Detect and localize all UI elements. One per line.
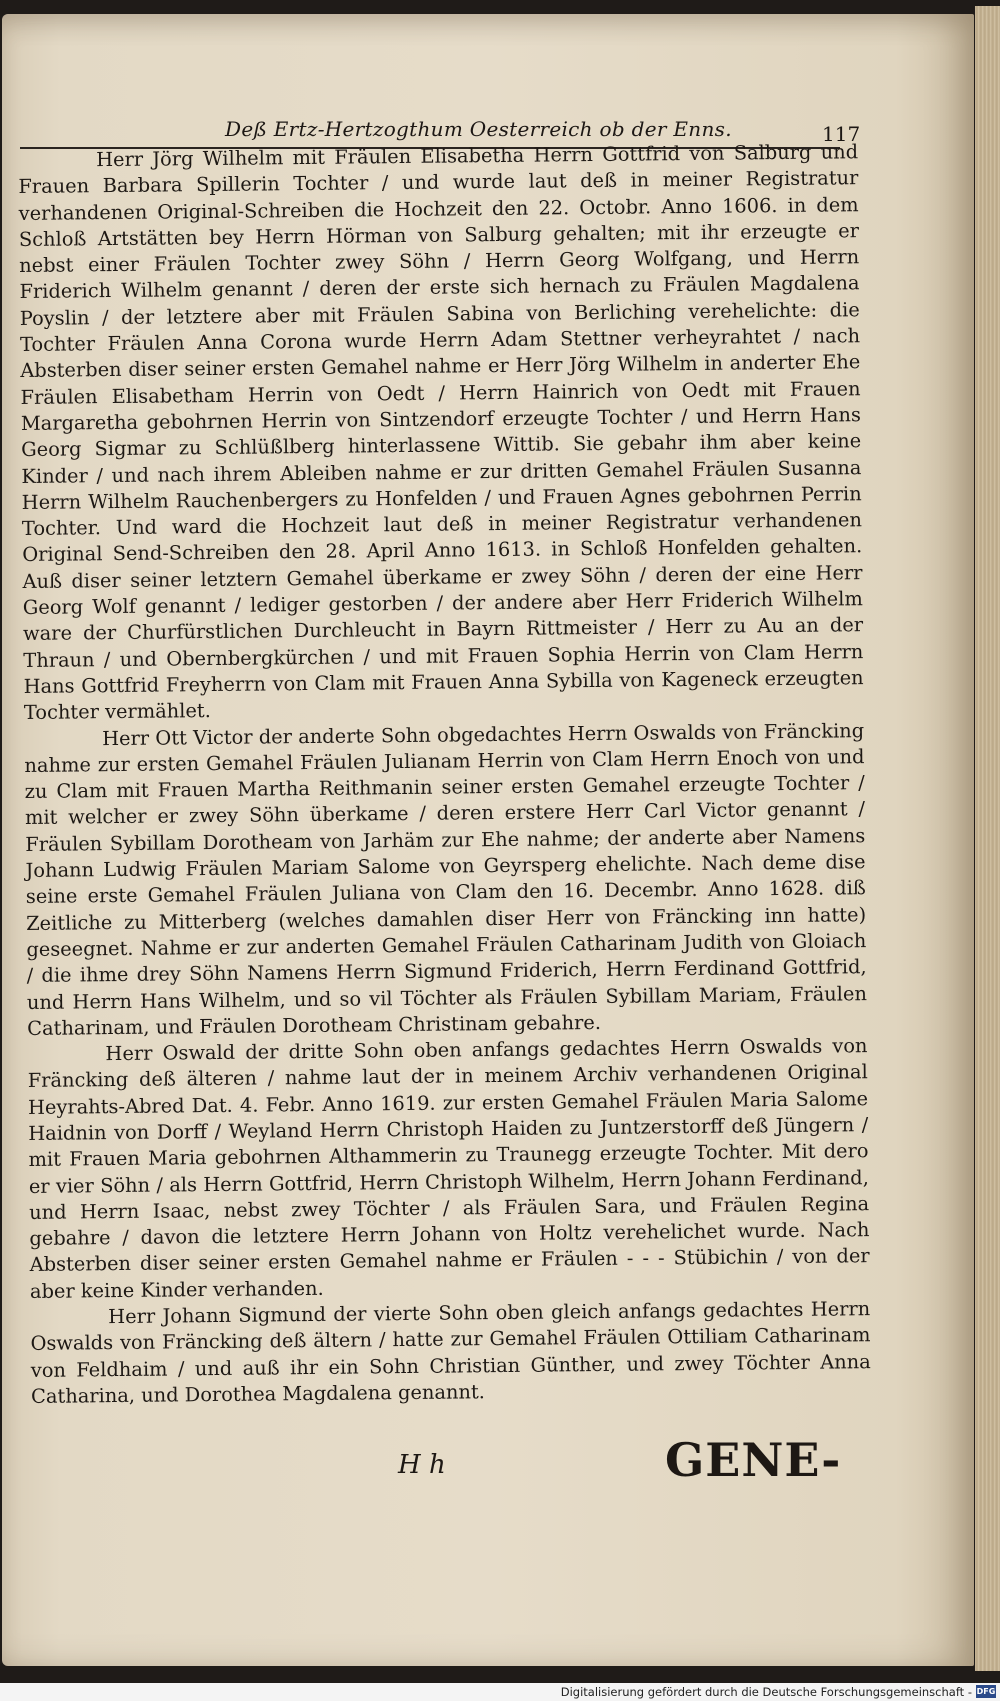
paragraph-4: Herr Johann Sigmund der vierte Sohn oben gleich anfangs gedachtes Herrn Oswalds von Fräncking deß ältern / hatte zur Gemahel Fräulen Ottiliam Catharinam von Feldhaim / und auß ihr ein Sohn Christian Günther, und zwey Töchter Anna Catharina, und Dorothea Magdalena genannt. bbox=[30, 1297, 871, 1408]
paragraph-3: Herr Oswald der dritte Sohn oben anfangs gedachtes Herrn Oswalds von Fräncking deß älteren / nahme laut der in meinem Archiv verhandenen Original Heyrahts-Abred Dat. 4. Febr. Anno 1619. zur ersten Gemahel Fräulen Maria Salome Haidnin von Dorff / Weyland Herrn Christoph Haiden zu Juntzerstorff deß Jüngern / mit Frauen Maria gebohrnen Althammerin zu Traunegg erzeugte Tochter. Mit dero er vier Söhn / als Herrn Gottfrid, Herrn Christoph Wilhelm, Herrn Johann Ferdinand, und Herrn Isaac, nebst zwey Töchter / als Fräulen Sara, und Fräulen Regina gebahre / davon die letztere Herrn Johann von Holtz verehelichet wurde. Nach Absterben diser seiner ersten Gemahel nahme er Fräulen - - - Stübichin / von der aber keine Kinder verhanden. bbox=[27, 1034, 870, 1303]
running-head-title: Deß Ertz-Hertzogthum Oesterreich ob der Enns. bbox=[225, 117, 732, 141]
credit-bar bbox=[0, 1683, 1000, 1701]
credit-text: Digitalisierung gefördert durch die Deutsche Forschungsgemeinschaft - bbox=[560, 1685, 972, 1699]
signature-mark: H h bbox=[398, 1450, 446, 1480]
page-edge bbox=[975, 6, 1000, 1671]
paragraph-2: Herr Ott Victor der anderte Sohn obgedachtes Herrn Oswalds von Fräncking nahme zur ersten Gemahel Fräulen Julianam Herrin von Clam Herrn Enoch von und zu Clam mit Frauen Martha Reithmanin seiner ersten Gemahel erzeugte Tochter / mit welcher er zwey Söhn überkame / deren erstere Herr Carl Victor genannt / Fräulen Sybillam Dorotheam von Jarhäm zur Ehe nahme; der anderte aber Namens Johann Ludwig Fräulen Mariam Salome von Geyrsperg ehelichte. Nach deme dise seine erste Gemahel Fräulen Juliana von Clam den 16. Decembr. Anno 1628. diß Zeitliche zu Mitterberg (welches damahlen diser Herr von Fräncking inn hatte) geseegnet. Nahme er zur anderten Gemahel Fräulen Catharinam Judith von Gloiach / die ihme drey Söhn Namens Herrn Sigmund Friderich, Herrn Ferdinand Gottfrid, und Herrn Hans Wilhelm, und so vil Töchter als Fräulen Sybillam Mariam, Fräulen Catharinam, und Fräulen Dorotheam Christinam gebahre. bbox=[24, 718, 868, 1040]
body-text bbox=[18, 139, 871, 1410]
paragraph-1: Herr Jörg Wilhelm mit Fräulen Elisabetha Herrn Gottfrid von Salburg und Frauen Barbara Spillerin Tochter / und wurde laut deß in meiner Registratur verhandenen Original-Schreiben die Hochzeit den 22. Octobr. Anno 1606. in dem Schloß Artstätten bey Herrn Hörman von Salburg gehalten; mit ihr erzeugte er nebst einer Fräulen Tochter zwey Söhn / Herrn Georg Wolfgang, und Herrn Friderich Wilhelm genannt / deren der erste sich hernach zu Fräulen Magdalena Poyslin / der letztere aber mit Fräulen Sabina von Berliching verehelichte: die Tochter Fräulen Anna Corona wurde Herrn Adam Stettner verheyrahtet / nach Absterben diser seiner ersten Gemahel nahme er Herr Jörg Wilhelm in anderter Ehe Fräulen Elisabetham Herrin von Oedt / Herrn Hainrich von Oedt mit Frauen Margaretha gebohrnen Herrin von Sintzendorf erzeugte Tochter / und Herrn Hans Georg Sigmar zu Schlüßlberg hinterlassene Wittib. Sie gebahr ihm aber keine Kinder / und nach ihrem Ableiben nahme er zur dritten Gemahel Fräulen Susanna Herrn Wilhelm Rauchenbergers zu Honfelden / und Frauen Agnes gebohrnen Perrin Tochter. Und ward die Hochzeit laut deß in meiner Registratur verhandenen Original Send-Schreiben den 28. April Anno 1613. in Schloß Honfelden gehalten. Auß diser seiner letztern Gemahel überkame er zwey Söhn / deren der eine Herr Georg Wolf genannt / lediger gestorben / der andere aber Herr Friderich Wilhelm ware der Churfürstlichen Durchleucht in Bayrn Rittmeister / Herr zu Au an der Thraun / und Obernbergkürchen / und mit Frauen Sophia Herrin von Clam Herrn Hans Gottfrid Freyherrn von Clam mit Frauen Anna Sybilla von Kageneck erzeugten Tochter vermählet. bbox=[18, 140, 864, 725]
page-number: 117 bbox=[822, 122, 861, 146]
dfg-logo: DFG bbox=[976, 1687, 996, 1696]
catchword: GENE- bbox=[665, 1433, 842, 1487]
